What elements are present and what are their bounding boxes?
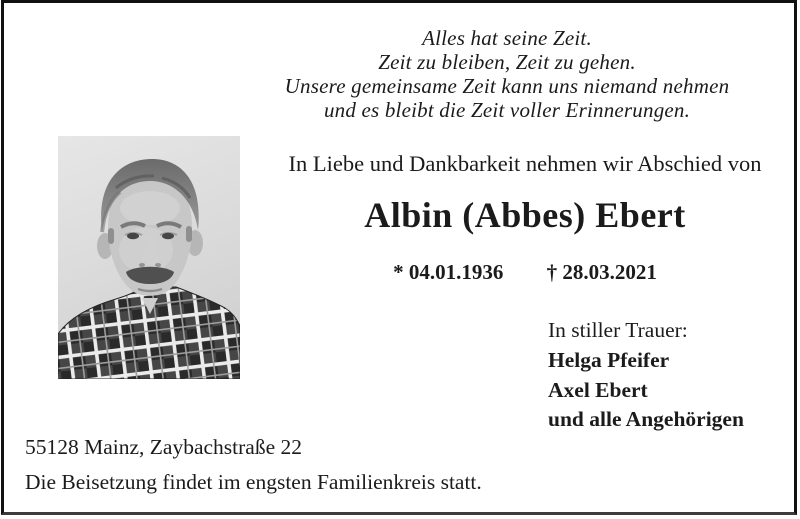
poem-line-2: Zeit zu bleiben, Zeit zu gehen. xyxy=(378,50,636,74)
mourner-name-1: Helga Pfeifer xyxy=(548,347,670,372)
deceased-portrait-photo xyxy=(58,136,240,379)
mourner-name-2: Axel Ebert xyxy=(548,377,648,402)
farewell-intro-line: In Liebe und Dankbarkeit nehmen wir Abschied von xyxy=(288,151,762,176)
deceased-name: Albin (Abbes) Ebert xyxy=(364,195,686,235)
address-line: 55128 Mainz, Zaybachstraße 22 xyxy=(25,435,303,459)
funeral-note-line: Die Beisetzung findet im engsten Familienkreis statt. xyxy=(25,470,482,494)
birth-date: * 04.01.1936 xyxy=(393,260,504,284)
mourning-heading: In stiller Trauer: xyxy=(548,318,688,342)
portrait-photo-graphic xyxy=(58,136,240,379)
poem-line-3: Unsere gemeinsame Zeit kann uns niemand nehmen xyxy=(284,74,730,98)
poem-line-1: Alles hat seine Zeit. xyxy=(422,26,592,50)
mourner-name-3: und alle Angehörigen xyxy=(548,407,744,432)
death-date: † 28.03.2021 xyxy=(546,260,657,284)
life-dates xyxy=(265,260,785,285)
memorial-poem xyxy=(207,26,800,122)
poem-line-4: und es bleibt die Zeit voller Erinnerungen. xyxy=(323,98,691,122)
mourners-block xyxy=(548,316,744,435)
